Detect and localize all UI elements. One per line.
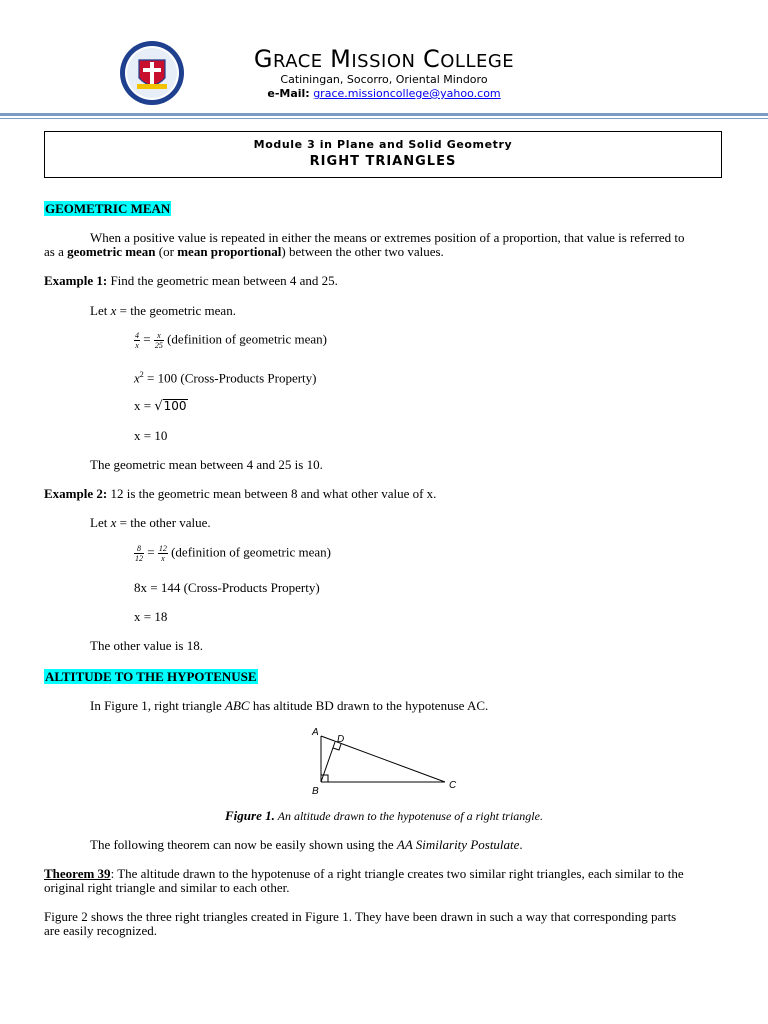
variable-x: x	[110, 303, 117, 318]
figure1-triangle-diagram	[300, 722, 470, 798]
intro-text: has altitude BD drawn to the hypotenuse AC.	[249, 698, 489, 713]
fraction	[134, 544, 144, 563]
email-label: e-Mail:	[267, 87, 310, 100]
theorem-39-line-1	[44, 866, 684, 881]
term-mean-proportional: mean proportional	[177, 244, 282, 259]
example1-label: Example 1:	[44, 273, 108, 288]
figure1-caption	[0, 808, 768, 824]
lead-text: .	[519, 837, 523, 852]
let-text: = the geometric mean.	[116, 303, 236, 318]
college-name-part1-rest: RACE	[272, 51, 323, 72]
variable-x: x	[134, 370, 140, 386]
fraction-denominator: 12	[135, 554, 143, 563]
example2-let	[90, 515, 211, 530]
example1-step3	[134, 398, 188, 414]
fraction-numerator: 4	[135, 331, 139, 340]
intro-line-1: When a positive value is repeated in either the means or extremes position of a proportion, that value is referred to	[90, 230, 685, 245]
section-heading-geometric-mean: GEOMETRIC MEAN	[45, 201, 171, 216]
theorem-label: Theorem 39	[44, 866, 111, 881]
theorem-text: : The altitude drawn to the hypotenuse of a right triangle creates two similar right triangles, each similar to the	[110, 866, 684, 881]
fraction	[154, 331, 164, 350]
step-text: = 100 (Cross-Products Property)	[143, 370, 317, 386]
example2-proportion	[134, 544, 331, 563]
let-text: Let	[90, 515, 111, 530]
fraction-numerator: 12	[158, 544, 167, 553]
example2-statement	[44, 486, 436, 501]
triangle-name: ABC	[225, 698, 250, 713]
label-b: B	[312, 786, 319, 797]
college-name-part3-rest: OLLEGE	[440, 51, 515, 72]
college-address: Catiningan, Socorro, Oriental Mindoro	[280, 73, 488, 86]
equals-sign: =	[144, 544, 158, 560]
example1-let	[90, 303, 236, 318]
figure2-text-line-2: are easily recognized.	[44, 923, 157, 938]
radicand: 100	[163, 399, 187, 413]
example2-step2: 8x = 144 (Cross-Products Property)	[134, 580, 320, 595]
intro-text: ) between the other two values.	[281, 244, 444, 259]
fraction-numerator: x	[154, 331, 164, 341]
example1-step2	[134, 367, 317, 385]
caption-text: An altitude drawn to the hypotenuse of a right triangle.	[274, 809, 543, 823]
variable-x: x	[110, 515, 117, 530]
let-text: Let	[90, 303, 111, 318]
example1-conclusion: The geometric mean between 4 and 25 is 10.	[90, 457, 323, 472]
college-name-part2-initial: M	[330, 45, 352, 73]
intro-line-2	[44, 244, 444, 259]
fraction-numerator: 8	[134, 544, 144, 554]
email-link[interactable]: grace.missioncollege@yahoo.com	[313, 87, 501, 100]
example2-label: Example 2:	[44, 486, 108, 501]
example1-statement	[44, 273, 338, 288]
figure2-text-line-1: Figure 2 shows the three right triangles created in Figure 1. They have been drawn in such a way that corresponding parts	[44, 909, 677, 924]
fraction-denominator: x	[135, 341, 139, 350]
example1-text: Find the geometric mean between 4 and 25.	[107, 273, 338, 288]
theorem-lead	[90, 837, 523, 852]
postulate-name: AA Similarity Postulate	[396, 837, 520, 852]
section-heading-altitude: ALTITUDE TO THE HYPOTENUSE	[45, 669, 257, 684]
module-title: RIGHT TRIANGLES	[309, 154, 457, 169]
term-geometric-mean: geometric mean	[67, 244, 156, 259]
module-subtitle: Module 3 in Plane and Solid Geometry	[253, 138, 513, 151]
header-rule-thin	[0, 118, 768, 119]
caption-label: Figure 1.	[225, 808, 275, 823]
label-d: D	[337, 734, 345, 745]
example2-step3: x = 18	[134, 609, 168, 624]
step-text: x =	[134, 398, 155, 413]
college-name-part2-rest: ISSION	[351, 51, 416, 72]
college-name-part3-initial: C	[422, 45, 441, 73]
label-c: C	[449, 780, 457, 791]
reason-text: (definition of geometric mean)	[163, 331, 328, 347]
example2-text: 12 is the geometric mean between 8 and what other value of x.	[107, 486, 437, 501]
intro-text: (or	[155, 244, 178, 259]
example1-proportion	[134, 331, 327, 350]
label-a: A	[312, 727, 319, 738]
square-root-icon: √	[154, 399, 163, 414]
header-rule-thick	[0, 113, 768, 116]
altitude-intro	[90, 698, 488, 713]
fraction	[158, 544, 168, 563]
reason-text: (definition of geometric mean)	[167, 544, 332, 560]
let-text: = the other value.	[116, 515, 211, 530]
fraction-denominator: 25	[154, 341, 163, 350]
lead-text: The following theorem can now be easily shown using the	[90, 837, 397, 852]
intro-text: as a	[44, 244, 68, 259]
college-email-line	[0, 87, 768, 101]
college-name-part1-initial: G	[253, 45, 273, 73]
equals-sign: =	[140, 331, 154, 347]
fraction-denominator: x	[161, 554, 165, 563]
intro-text: In Figure 1, right triangle	[90, 698, 226, 713]
example2-conclusion: The other value is 18.	[90, 638, 203, 653]
exponent: 2	[139, 370, 144, 379]
example1-step4: x = 10	[134, 428, 168, 443]
theorem-39-line-2: original right triangle and similar to each other.	[44, 880, 290, 895]
module-title-box	[44, 131, 722, 178]
